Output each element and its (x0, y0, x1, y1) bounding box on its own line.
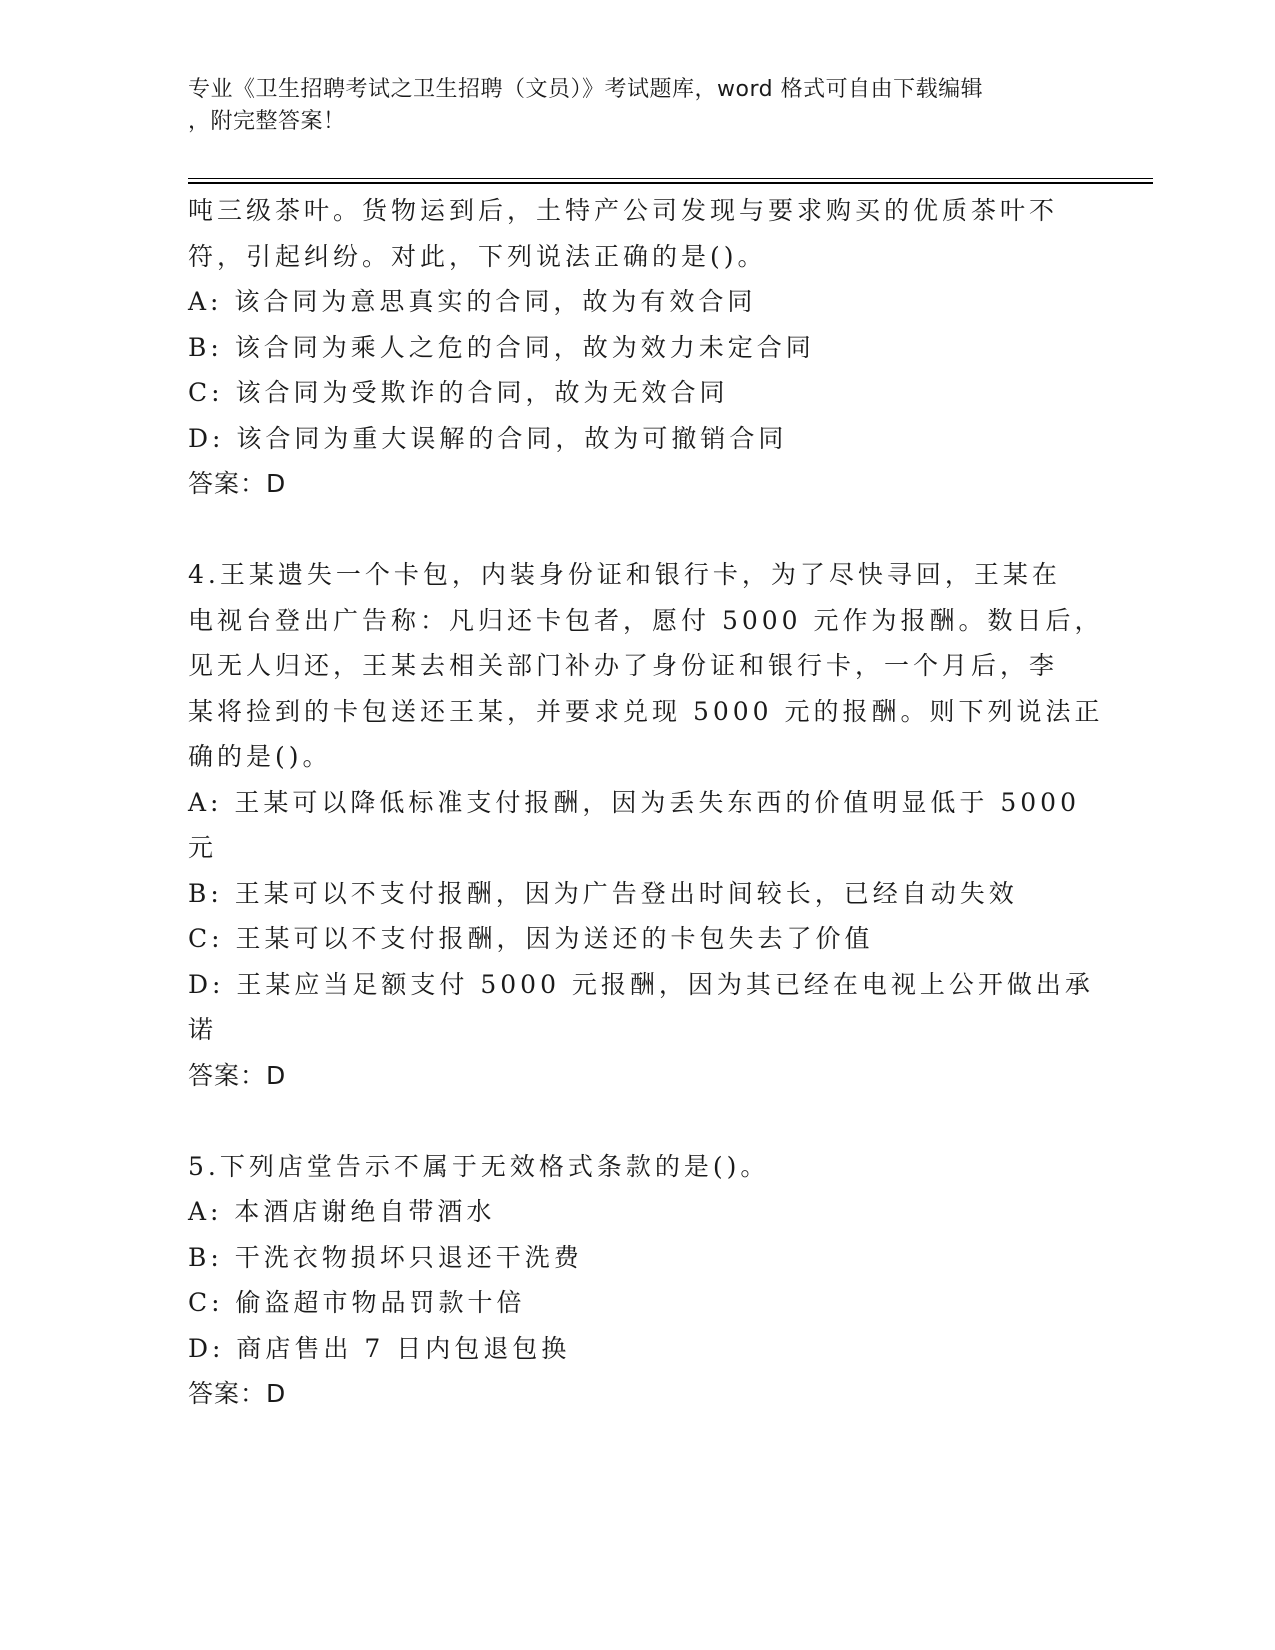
question-spacer (188, 507, 1088, 553)
question-spacer (188, 1098, 1088, 1144)
question-stem-line: 电视台登出广告称：凡归还卡包者，愿付 5000 元作为报酬。数日后， (188, 605, 1104, 635)
question-content (188, 188, 1104, 1417)
option-a: A: 王某可以降低标准支付报酬，因为丢失东西的价值明显低于 5000 (188, 787, 1080, 817)
header-rule-thin (188, 178, 1153, 179)
option-b: B: 王某可以不支付报酬，因为广告登出时间较长，已经自动失效 (188, 878, 1018, 908)
option-a: A: 该合同为意思真实的合同，故为有效合同 (188, 287, 757, 316)
header-rule-thick (188, 182, 1153, 184)
header-line-2: ，附完整答案！ (188, 109, 346, 134)
question-stem-line: 4.王某遗失一个卡包，内装身份证和银行卡，为了尽快寻回，王某在 (188, 560, 1061, 589)
option-d: D: 该合同为重大误解的合同，故为可撤销合同 (188, 423, 788, 453)
question-stem-line: 某将捡到的卡包送还王某，并要求兑现 5000 元的报酬。则下列说法正 (188, 696, 1104, 726)
option-d-continued: 诺 (188, 1015, 218, 1044)
document-header (188, 74, 1068, 138)
question-stem-line: 5.下列店堂告示不属于无效格式条款的是()。 (188, 1151, 770, 1181)
option-c: C: 王某可以不支付报酬，因为送还的卡包失去了价值 (188, 924, 874, 953)
option-b: B: 干洗衣物损坏只退还干洗费 (188, 1242, 583, 1272)
answer-line: 答案：D (188, 1379, 287, 1408)
option-a-continued: 元 (188, 833, 218, 862)
option-b: B: 该合同为乘人之危的合同，故为效力未定合同 (188, 332, 815, 362)
option-c: C: 该合同为受欺诈的合同，故为无效合同 (188, 378, 729, 407)
question-stem-line: 符，引起纠纷。对此，下列说法正确的是()。 (188, 241, 767, 271)
option-d: D: 王某应当足额支付 5000 元报酬，因为其已经在电视上公开做出承 (188, 969, 1094, 999)
option-d: D: 商店售出 7 日内包退包换 (188, 1333, 571, 1363)
header-line-1: 专业《卫生招聘考试之卫生招聘（文员）》考试题库，word 格式可自由下载编辑 (188, 77, 984, 102)
question-stem-line: 确的是()。 (188, 742, 332, 771)
answer-line: 答案：D (188, 1060, 287, 1090)
question-5 (188, 1144, 1088, 1417)
option-a: A: 本酒店谢绝自带酒水 (188, 1197, 496, 1226)
answer-line: 答案：D (188, 469, 287, 498)
question-stem-line: 见无人归还，王某去相关部门补办了身份证和银行卡，一个月后，李 (188, 651, 1059, 680)
question-3 (188, 188, 1088, 507)
option-c: C: 偷盗超市物品罚款十倍 (188, 1288, 526, 1317)
question-stem-line: 吨三级茶叶。货物运到后，土特产公司发现与要求购买的优质茶叶不 (188, 196, 1059, 225)
question-4 (188, 552, 1104, 1098)
